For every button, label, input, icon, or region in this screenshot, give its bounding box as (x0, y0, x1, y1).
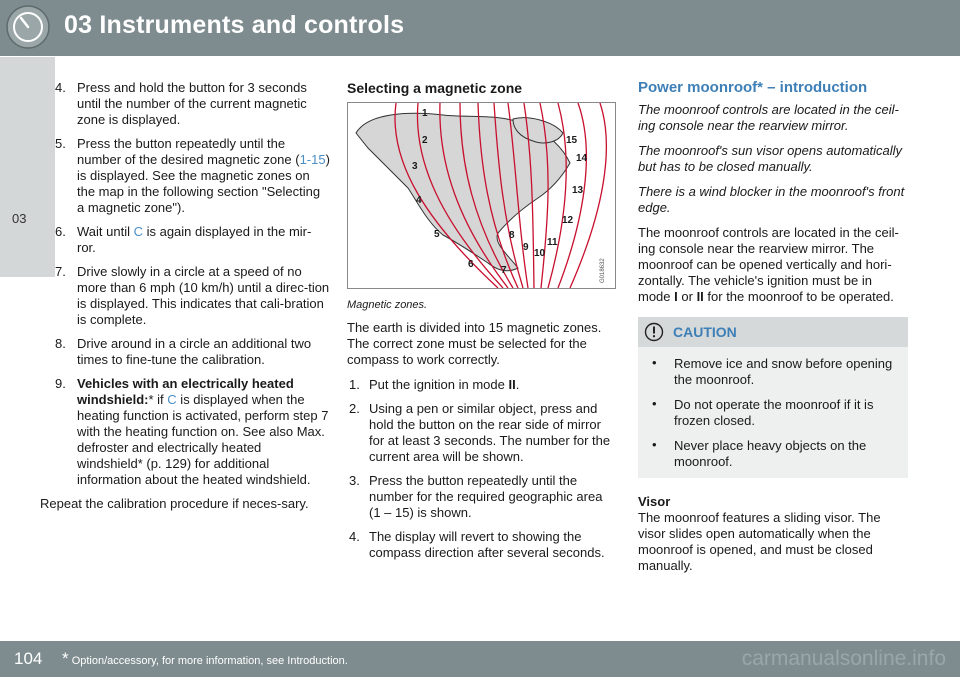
caution-title: CAUTION (673, 324, 737, 340)
zone-label: 1 (422, 108, 428, 119)
zone-label: 12 (562, 215, 574, 226)
watermark: carmanualsonline.info (741, 647, 946, 670)
section-heading: Selecting a magnetic zone (347, 80, 523, 96)
list-item: 1. Put the ignition in mode II. (349, 377, 520, 392)
gauge-icon (4, 3, 52, 51)
caution-box (638, 317, 908, 478)
column-magnetic-zone (347, 80, 617, 569)
list-item: 4. Press and hold the button for 3 seconds until the number of the current magnetic zone is displayed. (55, 80, 307, 127)
list-item: 9. Vehicles with an electrically heated windshield:* if C is displayed when the heating function is activated, perform step 7 with the heating function on. See also Max. defroster and electrically heated windshield* (p. 129) for additional information about the heated windshield. (55, 376, 329, 487)
zone-intro: The earth is divided into 15 magnetic zones. The correct zone must be selected for the compass to work correctly. (347, 320, 602, 367)
list-item: 7. Drive slowly in a circle at a speed of no more than 6 mph (10 km/h) until a direc-tion is displayed. This indicates that cali-bration is complete. (55, 264, 330, 327)
figure-caption: Magnetic zones. (347, 299, 428, 311)
column-moonroof (638, 80, 908, 583)
zone-label: 4 (416, 195, 422, 206)
page-footer (0, 641, 960, 677)
zone-label: 2 (422, 135, 428, 146)
zone-range-highlight: 1-15 (299, 152, 326, 167)
intro-italic: The moonroof controls are located in the ceil-ing console near the rearview mirror. (638, 102, 899, 133)
intro-italic: There is a wind blocker in the moonroof's front edge. (638, 184, 905, 215)
visor-heading: Visor (638, 494, 671, 509)
page-number: 104 (14, 649, 43, 668)
zone-label: 11 (547, 237, 558, 248)
zone-label: 7 (501, 265, 507, 276)
list-item: 5. Press the button repeatedly until the number of the desired magnetic zone (1-15) is displayed. See the magnetic zones on the map in the following section "Selecting a magnetic zone"). (55, 136, 330, 215)
zone-label: 15 (566, 135, 578, 146)
zone-label: 6 (468, 259, 474, 270)
warning-icon (644, 322, 664, 342)
page-header (0, 0, 960, 56)
chapter-title: 03 Instruments and controls (64, 11, 405, 39)
zone-label: 9 (523, 242, 529, 253)
repeat-note: Repeat the calibration procedure if neces-sary. (40, 496, 309, 511)
visor-text: The moonroof features a sliding visor. The visor slides open automatically when the moonroof is opened, and must be closed manually. (638, 510, 881, 573)
list-item: 3. Press the button repeatedly until the number for the required geographic area (1 – 15) is shown. (349, 473, 603, 520)
zone-label: 5 (434, 229, 440, 240)
figure-code: G018632 (600, 258, 606, 283)
intro-italic: The moonroof's sun visor opens automatically but has to be closed manually. (638, 143, 903, 174)
display-c-highlight: C (133, 224, 143, 239)
caution-bullet: • Remove ice and snow before opening the moonroof. (652, 355, 893, 387)
zone-label: 3 (412, 161, 418, 172)
zone-label: 13 (572, 185, 584, 196)
caution-header (638, 317, 908, 347)
list-item: 2. Using a pen or similar object, press and hold the button on the rear side of mirror for at least 3 seconds. The number for the current area will be shown. (349, 401, 611, 464)
caution-bullet: • Do not operate the moonroof if it is frozen closed. (652, 396, 874, 428)
zone-label: 10 (534, 248, 546, 259)
list-item: 4. The display will revert to showing the compass direction after several seconds. (349, 529, 605, 560)
list-item: 8. Drive around in a circle an additional two times to fine-tune the calibration. (55, 336, 312, 367)
display-c-highlight: C (167, 392, 177, 407)
footnote: * Option/accessory, for more information, see Introduction. (62, 649, 348, 668)
caution-bullet: • Never place heavy objects on the moonroof. (652, 437, 867, 469)
zone-label: 8 (509, 230, 515, 241)
magnetic-zone-map (347, 102, 616, 289)
column-calibration (40, 80, 330, 521)
chapter-tab-label: 03 (12, 211, 27, 226)
zone-label: 14 (576, 153, 588, 164)
list-item: 6. Wait until C is again displayed in the mir-ror. (55, 224, 312, 255)
section-title: Power moonroof* – introduction (638, 79, 868, 96)
moonroof-body: The moonroof controls are located in the ceil-ing console near the rearview mirror. The moonroof can be opened vertically and hori-zontally. The vehicle's ignition must be in mode I or II for the moonroof to be operated. (638, 225, 899, 304)
